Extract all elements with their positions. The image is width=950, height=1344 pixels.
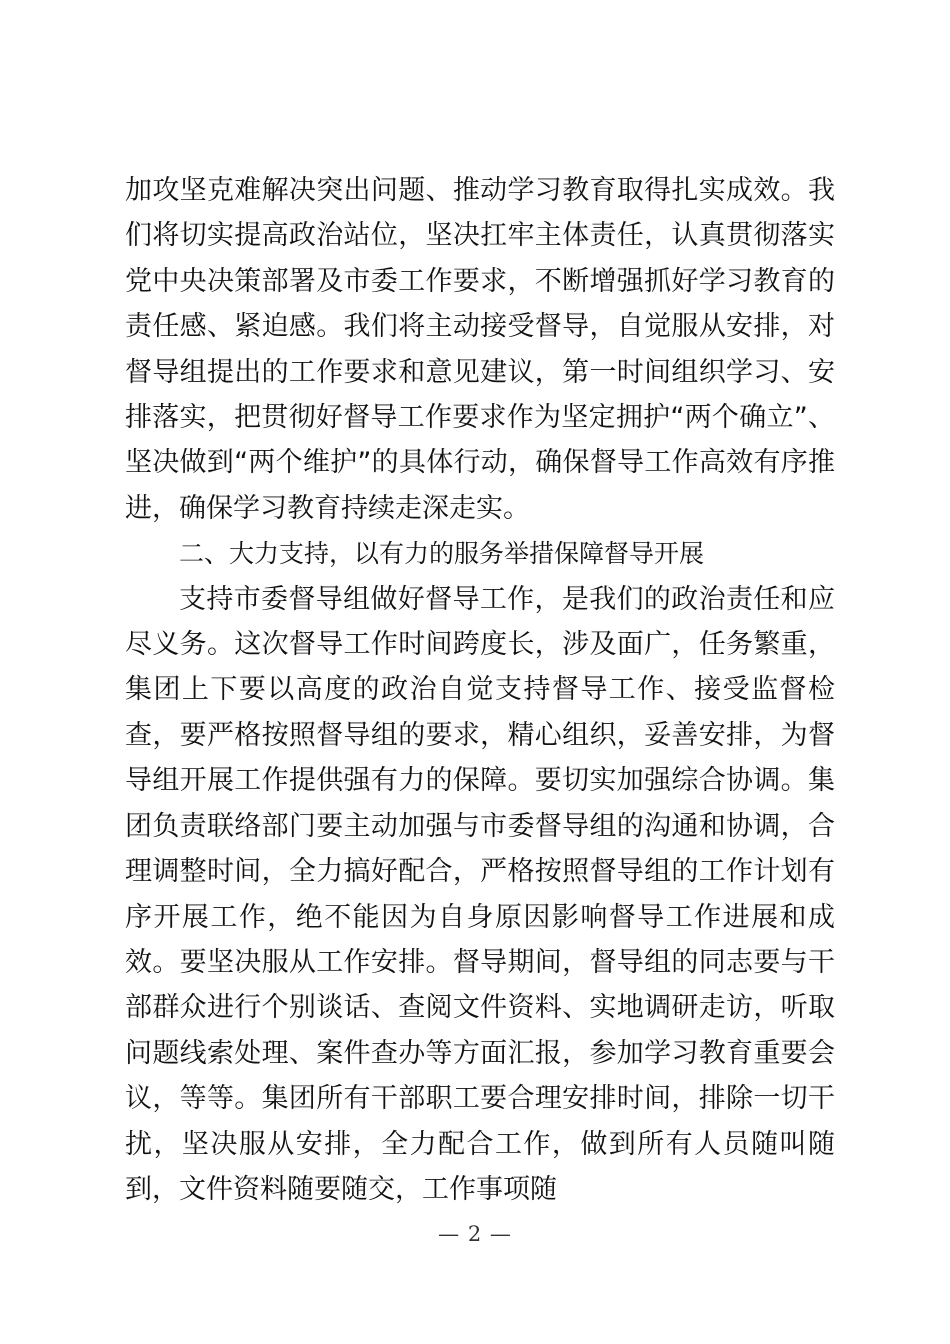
page-number: — 2 —: [438, 1222, 512, 1246]
body-paragraph: 支持市委督导组做好督导工作，是我们的政治责任和应尽义务。这次督导工作时间跨度长，涉及面广，任务繁重，集团上下要以高度的政治自觉支持督导工作、接受监督检查，要严格按照督导组的要求，精心组织，妥善安排，为督导组开展工作提供强有力的保障。要切实加强综合协调。集团负责联络部门要主动加强与市委督导组的沟通和协调，合理调整时间，全力搞好配合，严格按照督导组的工作计划有序开展工作，绝不能因为自身原因影响督导工作进展和成效。要坚决服从工作安排。督导期间，督导组的同志要与干部群众进行个别谈话、查阅文件资料、实地调研走访，听取问题线索处理、案件查办等方面汇报，参加学习教育重要会议，等等。集团所有干部职工要合理安排时间，排除一切干扰，坚决服从安排，全力配合工作，做到所有人员随叫随到，文件资料随要随交，工作事项随: [125, 583, 835, 1205]
section-heading: 二、大力支持，以有力的服务举措保障督导开展: [179, 539, 705, 569]
continuation-paragraph: 加攻坚克难解决突出问题、推动学习教育取得扎实成效。我们将切实提高政治站位，坚决扛牢主体责任，认真贯彻落实党中央决策部署及市委工作要求，不断增强抓好学习教育的责任感、紧迫感。我们将主动接受督导，自觉服从安排，对督导组提出的工作要求和意见建议，第一时间组织学习、安排落实，把贯彻好督导工作要求作为坚定拥护“两个确立”、坚决做到“两个维护”的具体行动，确保督导工作高效有序推进，确保学习教育持续走深走实。: [125, 175, 835, 524]
document-body: [125, 168, 835, 1212]
